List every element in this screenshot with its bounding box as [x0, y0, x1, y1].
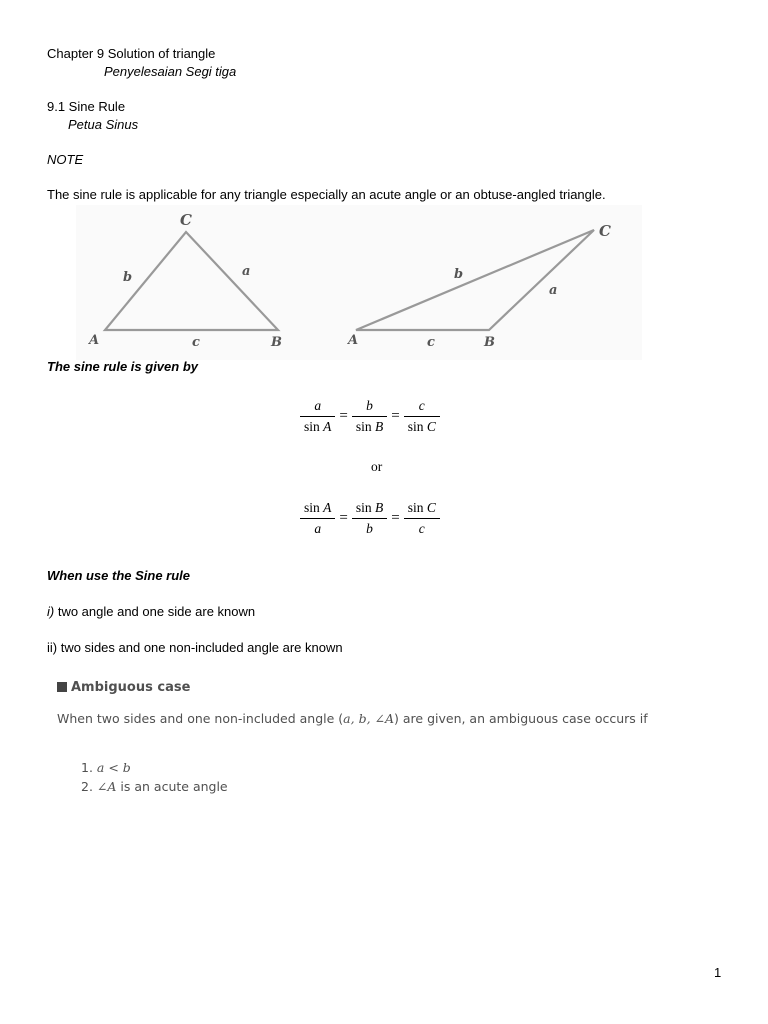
- acute-side-c: c: [192, 335, 200, 350]
- note-label: NOTE: [47, 152, 84, 167]
- chapter-title: Chapter 9 Solution of triangle: [47, 46, 216, 61]
- fraction-sinC-over-c: $\frac{\text{sin C}}{c}$: [404, 500, 440, 537]
- ambiguous-title-row: [57, 680, 190, 695]
- obtuse-side-c: c: [427, 335, 435, 350]
- acute-side-a: a: [242, 264, 251, 279]
- obtuse-vertex-a: A: [348, 333, 359, 348]
- fraction-c-over-sinC: $\frac{c}{\text{sin C}}$: [404, 398, 440, 435]
- square-bullet-icon: [57, 682, 67, 692]
- ambiguous-intro: When two sides and one non-included angle (a, b, ∠A) are given, an ambiguous case occurs if: [57, 711, 648, 726]
- ambiguous-condition-2: 2. ∠A is an acute angle: [81, 779, 228, 794]
- fraction-a-over-sinA: $\frac{a}{\text{sin A}}$: [300, 398, 335, 435]
- acute-vertex-a: A: [89, 333, 100, 348]
- note-text: The sine rule is applicable for any triangle especially an acute angle or an obtuse-angled triangle.: [47, 187, 606, 202]
- section-title: 9.1 Sine Rule: [47, 99, 126, 114]
- obtuse-side-b: b: [454, 267, 464, 282]
- formula-or: or: [371, 459, 383, 474]
- acute-vertex-b: B: [271, 335, 282, 350]
- ambiguous-condition-1: 1. a < b: [81, 760, 131, 775]
- usage-item-2: ii) two sides and one non-included angle are known: [47, 640, 343, 655]
- fraction-b-over-sinB: $\frac{b}{\text{sin B}}$: [352, 398, 387, 435]
- usage-heading: When use the Sine rule: [47, 568, 191, 583]
- sine-rule-heading: The sine rule is given by: [47, 359, 198, 374]
- triangle-figure: [76, 205, 642, 360]
- acute-vertex-c: C: [180, 211, 192, 229]
- obtuse-vertex-c: C: [599, 222, 611, 240]
- fraction-sinA-over-a: $\frac{\text{sin A}}{a}$: [300, 500, 335, 537]
- usage-item-1: i) two angle and one side are known: [47, 604, 256, 619]
- fraction-sinB-over-b: $\frac{\text{sin B}}{b}$: [352, 500, 387, 537]
- ambiguous-title: Ambiguous case: [71, 680, 191, 695]
- acute-side-b: b: [123, 270, 133, 285]
- sine-rule-formula-1: $\frac{a}{\text{sin A}}$ = $\frac{b}{\text{sin B}}$ = $\frac{c}{\text{sin C}}$: [300, 398, 440, 435]
- obtuse-side-a: a: [549, 283, 558, 298]
- sine-rule-formula-2: $\frac{\text{sin A}}{a}$ = $\frac{\text{sin B}}{b}$ = $\frac{\text{sin C}}{c}$: [300, 500, 440, 537]
- page-number: 1: [714, 965, 722, 980]
- obtuse-vertex-b: B: [484, 335, 495, 350]
- section-title-malay: Petua Sinus: [68, 117, 139, 132]
- chapter-title-malay: Penyelesaian Segi tiga: [104, 64, 237, 79]
